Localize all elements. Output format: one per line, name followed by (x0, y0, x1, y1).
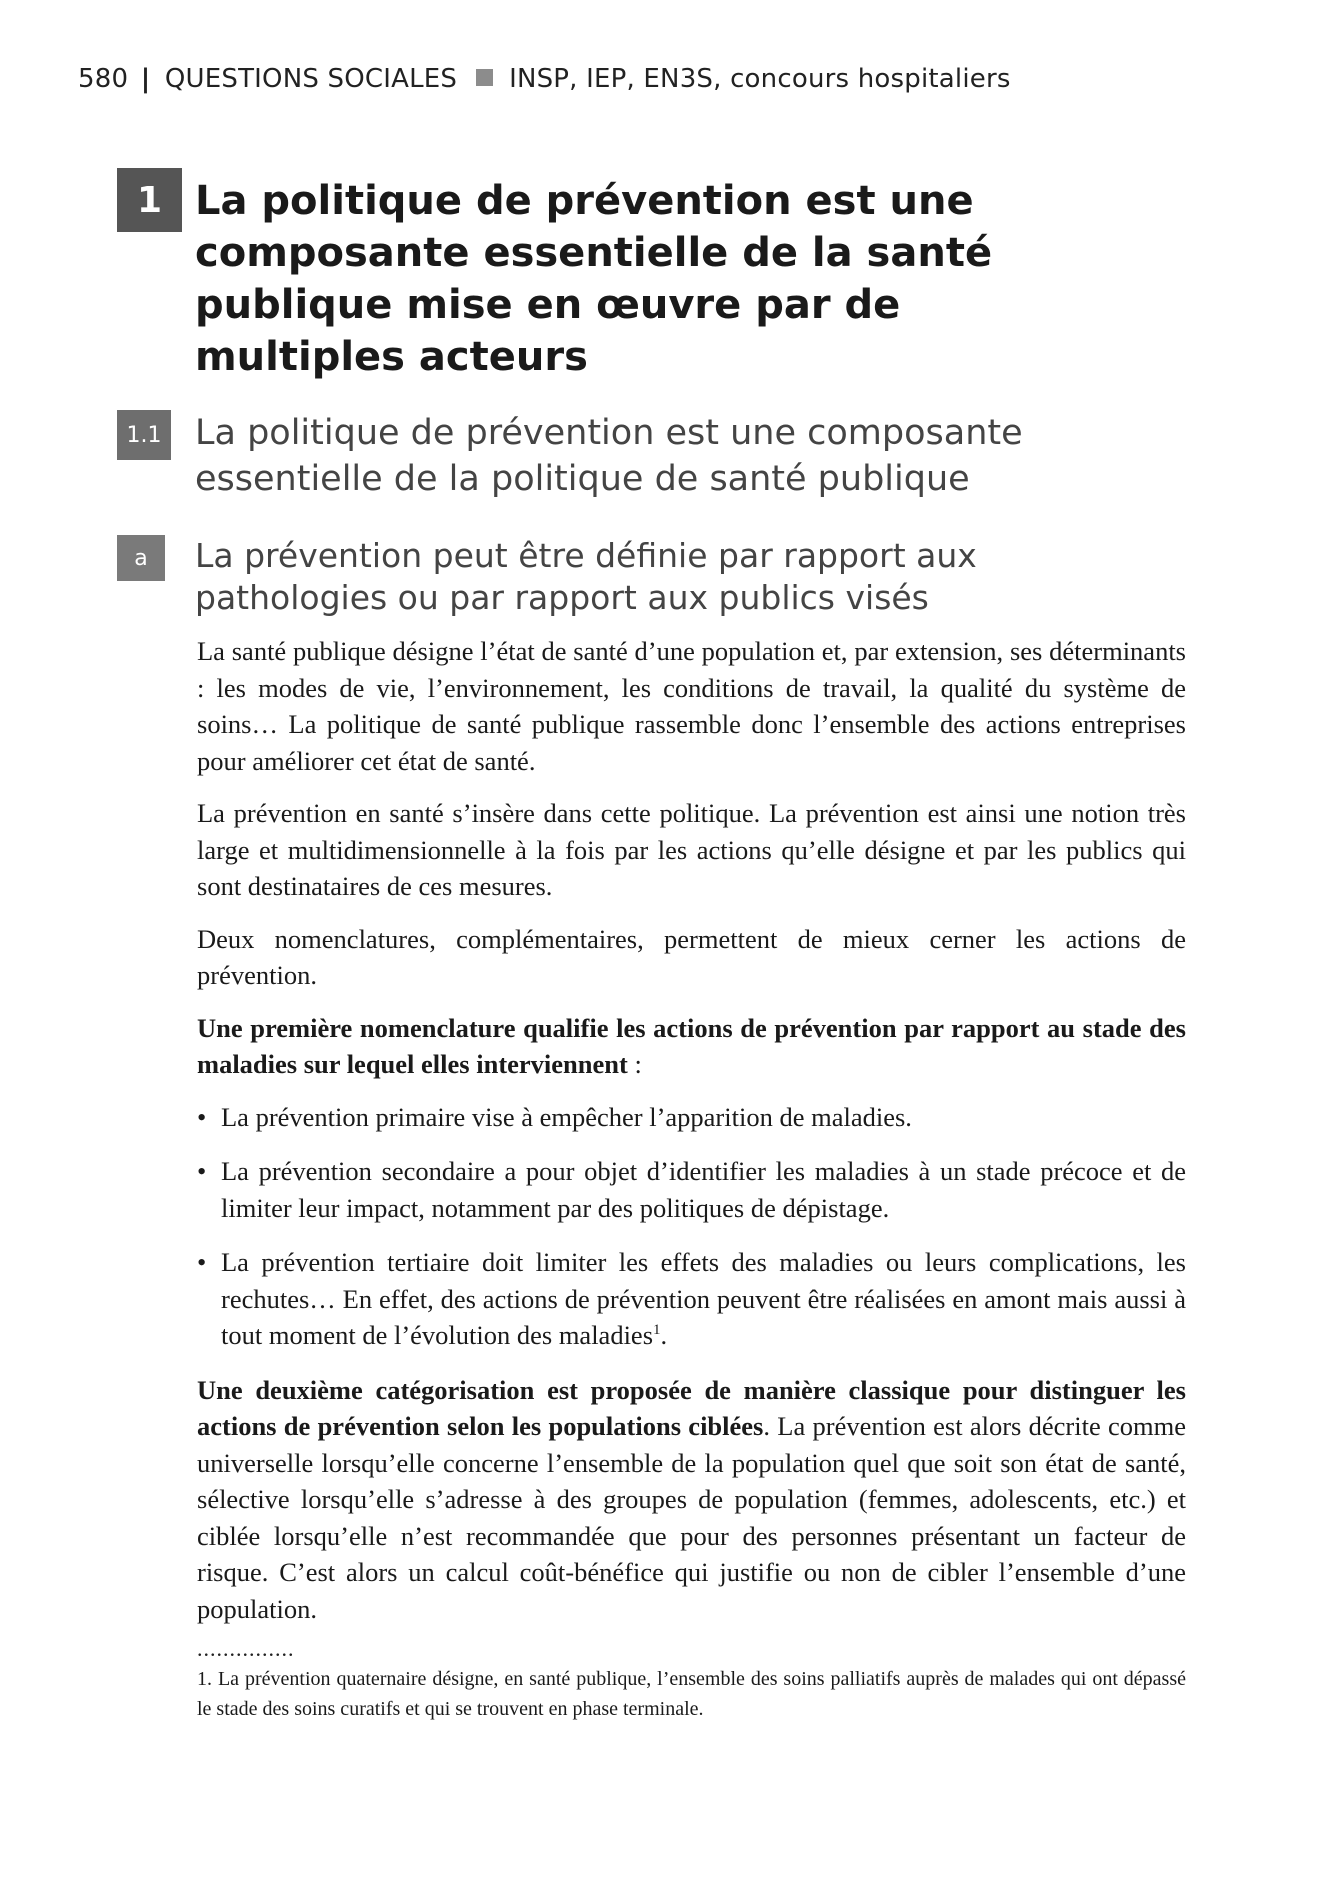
paragraph: Une deuxième catégorisation est proposée de manière classique pour distinguer les actions de prévention selon les populations ciblées. La prévention est alors décrite comme universelle lorsqu’elle concerne l’ensemble de la population quel que soit son état de santé, sélective lorsqu’elle s’adresse à des groupes de population (femmes, adolescents, etc.) et ciblée lorsqu’elle n’est recommandée que pour des personnes présentant un facteur de risque. C’est alors un calcul coût-bénéfice qui justifie ou non de cibler l’ensemble d’une population. (197, 1374, 1186, 1624)
footnote-text: La prévention quaternaire désigne, en santé publique, l’ensemble des soins palliatifs auprès de malades qui ont dépassé le stade des soins curatifs et qui se trouvent en phase terminale. (197, 1668, 1187, 1720)
paragraph: Une première nomenclature qualifie les actions de prévention par rapport au stade des maladies sur lequel elles interviennent : (197, 1012, 1186, 1079)
bullet-list (197, 1099, 1186, 1354)
bold-lead: Une première nomenclature qualifie les actions de prévention par rapport au stade des maladies sur lequel elles interviennent (197, 1012, 1186, 1079)
section-heading: La politique de prévention est une composante essentielle de la santé publique mise en œuvre par de multiples acteurs (195, 178, 993, 380)
subsection-number-badge: 1.1 (117, 410, 171, 460)
paragraph: La prévention en santé s’insère dans cette politique. La prévention est ainsi une notion très large et multidimensionnelle à la fois par les actions qu’elle désigne et par les publics qui sont destinataires de ces mesures. (197, 798, 1186, 901)
section-number-badge: 1 (117, 168, 182, 232)
book-title: QUESTIONS SOCIALES (164, 64, 458, 94)
subsection-heading: La politique de prévention est une composante essentielle de la politique de santé publique (195, 413, 1023, 499)
running-header (78, 64, 1011, 94)
square-bullet-icon (476, 69, 493, 86)
footnote-number: 1. (197, 1668, 212, 1690)
list-item: • La prévention primaire vise à empêcher l’apparition de maladies. (197, 1099, 1186, 1136)
list-item: • La prévention secondaire a pour objet d’identifier les maladies à un stade précoce et de limiter leur impact, notamment par des politiques de dépistage. (197, 1153, 1186, 1226)
bullet-icon: • (197, 1101, 207, 1132)
footnote (197, 1664, 1186, 1724)
bold-lead: Une deuxième catégorisation est proposée de manière classique pour distinguer les actions de prévention selon les populations ciblées (197, 1374, 1186, 1441)
list-item: • La prévention tertiaire doit limiter les effets des maladies ou leurs complications, les rechutes… En effet, des actions de prévention peuvent être réalisées en amont mais aussi à tout moment de l’évolution des maladies$^1$. (197, 1244, 1186, 1354)
paragraph: Deux nomenclatures, complémentaires, permettent de mieux cerner les actions de prévention. (197, 923, 1186, 990)
bullet-icon: • (197, 1156, 207, 1186)
body-text (197, 633, 1186, 1643)
paragraph: La santé publique désigne l’état de santé d’une population et, par extension, ses déterminants : les modes de vie, l’environnement, les conditions de travail, la qualité du système de soins… La politique de santé publique rassemble donc l’ensemble des actions entreprises pour améliorer cet état de santé. (197, 636, 1186, 776)
subsubsection-heading: La prévention peut être définie par rapport aux pathologies ou par rapport aux publics visés (195, 536, 977, 617)
bullet-icon: • (197, 1247, 207, 1277)
book-subtitle: INSP, IEP, EN3S, concours hospitaliers (509, 64, 1011, 94)
footnote-reference[interactable]: 1 (653, 1322, 661, 1339)
footnote-separator: ............... (197, 1636, 295, 1661)
page-number: 580 (78, 64, 129, 94)
subsubsection-letter-badge: a (117, 535, 165, 581)
header-separator: | (140, 64, 151, 94)
